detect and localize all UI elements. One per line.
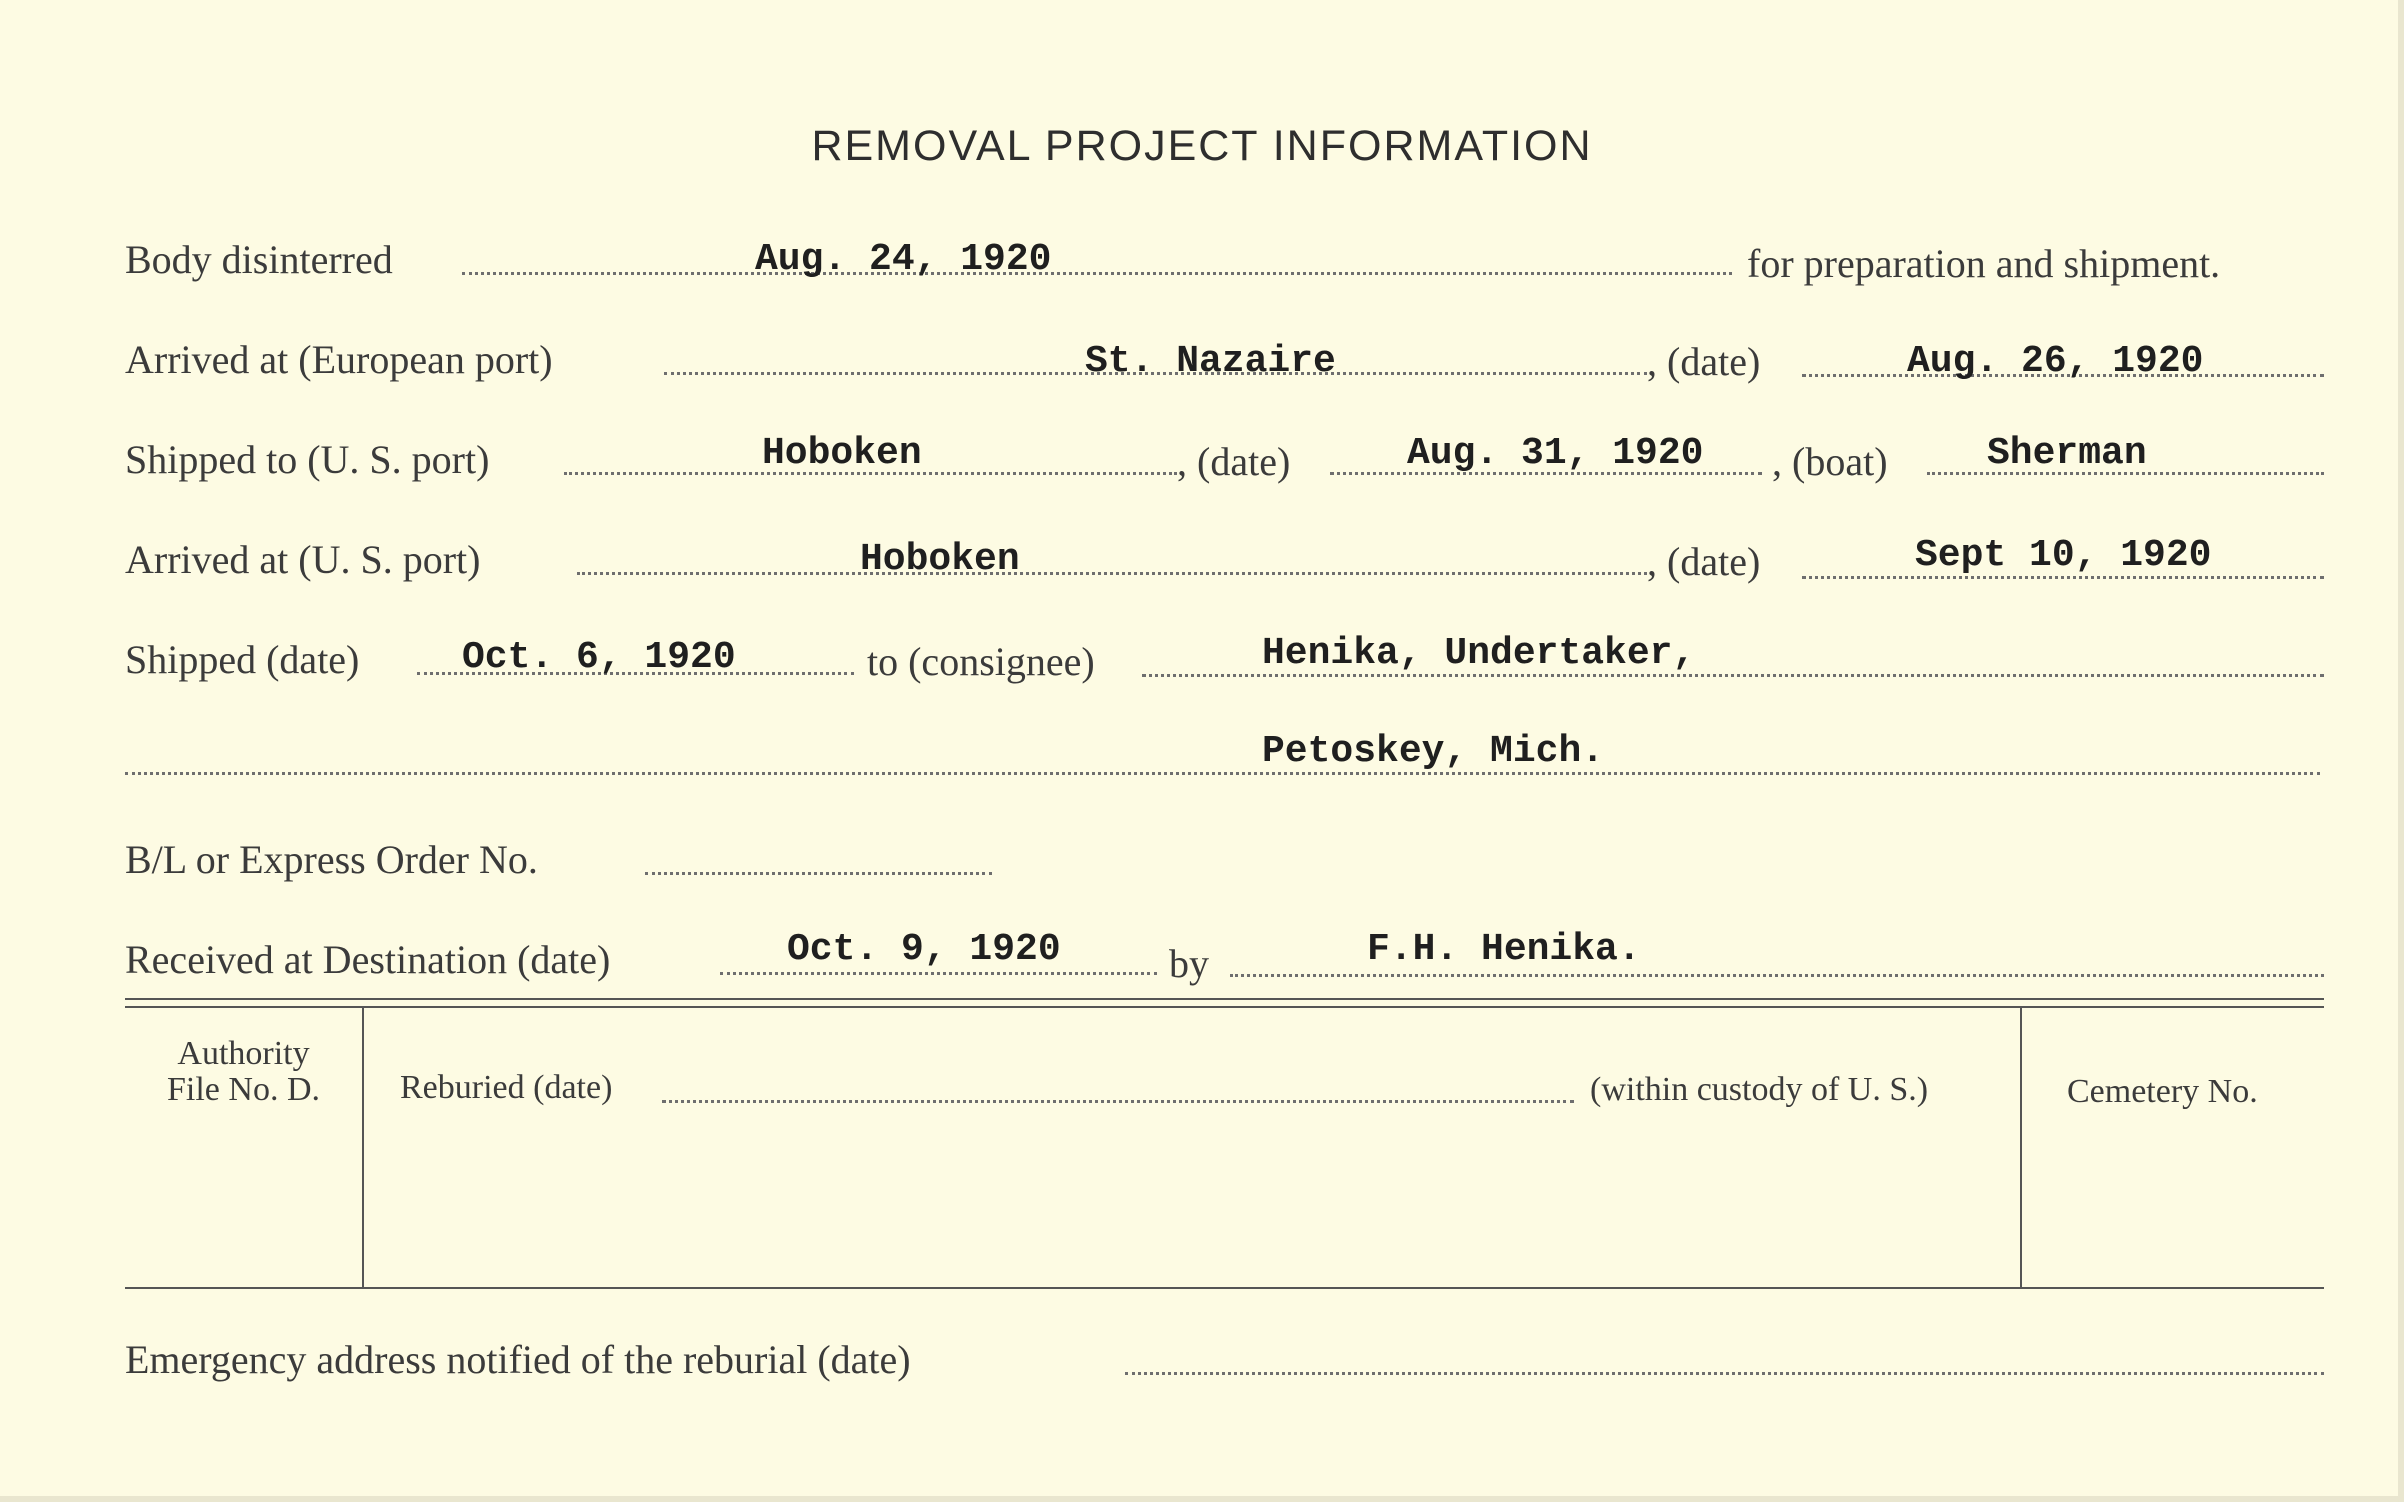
- label-arrived-european-port: Arrived at (European port): [125, 337, 553, 382]
- label-reburied-date: Reburied (date): [400, 1069, 613, 1106]
- value-european-port: St. Nazaire: [1085, 340, 1336, 383]
- label-bl-express-order: B/L or Express Order No.: [125, 837, 538, 882]
- value-boat: Sherman: [1987, 432, 2147, 475]
- label-emergency-address: Emergency address notified of the reburial (date): [125, 1337, 911, 1382]
- value-shipped-port: Hoboken: [762, 432, 922, 475]
- label-date-us: , (date): [1647, 539, 1761, 584]
- authority-file-cell: [125, 1036, 362, 1108]
- label-arrived-us-port: Arrived at (U. S. port): [125, 537, 481, 582]
- label-date-shipped: , (date): [1177, 439, 1291, 484]
- value-consignee-shipped-date: Oct. 6, 1920: [462, 636, 736, 679]
- value-disinterred-date: Aug. 24, 1920: [755, 238, 1052, 281]
- fill-line-disinterred: [462, 272, 1732, 275]
- fill-line-consignee-continued: [125, 772, 2320, 775]
- label-custody: (within custody of U. S.): [1590, 1071, 1929, 1108]
- label-body-disinterred: Body disinterred: [125, 237, 393, 282]
- fill-line-us-port: [577, 572, 1647, 575]
- label-file-no: File No. D.: [167, 1071, 320, 1108]
- fill-line-received-date: [720, 972, 1157, 975]
- fill-line-order-no: [645, 872, 992, 875]
- fill-line-reburied: [662, 1100, 1574, 1103]
- box-divider-left: [362, 1007, 364, 1287]
- label-received-destination: Received at Destination (date): [125, 937, 611, 982]
- label-received-by: by: [1169, 941, 1209, 986]
- label-date-european: , (date): [1647, 339, 1761, 384]
- value-received-by: F.H. Henika.: [1367, 928, 1641, 971]
- box-divider-right: [2020, 1007, 2022, 1287]
- box-bottom-rule: [125, 1287, 2324, 1289]
- value-us-port: Hoboken: [860, 538, 1020, 581]
- label-consignee: to (consignee): [867, 639, 1095, 684]
- label-authority: Authority: [177, 1035, 310, 1072]
- box-top-rule-1: [125, 998, 2324, 1000]
- label-boat: , (boat): [1772, 439, 1888, 484]
- label-shipped-to-us-port: Shipped to (U. S. port): [125, 437, 490, 482]
- value-us-date: Sept 10, 1920: [1915, 534, 2212, 577]
- value-received-date: Oct. 9, 1920: [787, 928, 1061, 971]
- value-consignee-line2: Petoskey, Mich.: [1262, 730, 1605, 773]
- value-shipped-date: Aug. 31, 1920: [1407, 432, 1704, 475]
- box-top-rule-2: [125, 1006, 2324, 1008]
- label-shipped-date: Shipped (date): [125, 637, 360, 682]
- label-preparation-shipment: for preparation and shipment.: [1747, 241, 2221, 286]
- value-consignee-line1: Henika, Undertaker,: [1262, 632, 1696, 675]
- value-european-date: Aug. 26, 1920: [1907, 340, 2204, 383]
- fill-line-emergency: [1125, 1372, 2324, 1375]
- card-title: REMOVAL PROJECT INFORMATION: [811, 122, 1593, 170]
- label-cemetery-no: Cemetery No.: [2067, 1073, 2258, 1110]
- fill-line-received-by: [1230, 974, 2324, 977]
